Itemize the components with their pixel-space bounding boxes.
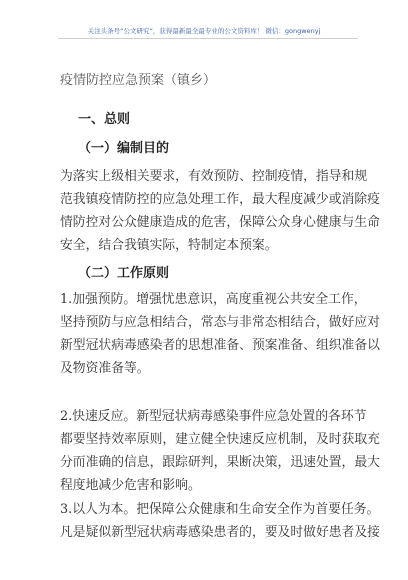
header-divider (58, 38, 358, 39)
paragraph-line: 2.快速反应。新型冠状病毒感染事件应急处置的各环节 (60, 409, 367, 424)
subsection-heading-principles: （二）工作原则 (78, 266, 170, 281)
paragraph-line: 新型冠状病毒感染者的思想准备、预案准备、组织准备以 (60, 338, 380, 353)
purpose-paragraph (60, 165, 380, 257)
paragraph-line: 凡是疑似新型冠状病毒感染患者的，要及时做好患者及接 (60, 525, 380, 540)
paragraph-line: 情防控对公众健康造成的危害，保障公众身心健康与生命 (60, 215, 380, 230)
paragraph-line: 程度地减少危害和影响。 (60, 478, 201, 493)
paragraph-line: 坚持预防与应急相结合，常态与非常态相结合，做好应对 (60, 315, 380, 330)
paragraph-line: 安全，结合我镇实际，特制定本预案。 (60, 238, 278, 253)
section-heading-general: 一、总则 (78, 112, 131, 127)
promo-banner[interactable]: 关注头条号“公文研究”，获得最新最全最专业的公文资料库！ 微信：gongwenyj (87, 27, 321, 35)
subsection-heading-purpose: （一）编制目的 (78, 141, 170, 156)
principle-prevention-paragraph (60, 288, 380, 380)
paragraph-line: 及物资准备等。 (60, 361, 150, 376)
paragraph-line: 为落实上级相关要求，有效预防、控制疫情，指导和规 (60, 169, 368, 184)
paragraph-line: 范我镇疫情防控的应急处理工作，最大程度减少或消除疫 (60, 192, 380, 207)
document-title: 疫情防控应急预案（镇乡） (60, 73, 217, 88)
paragraph-line: 都要坚持效率原则，建立健全快速反应机制，及时获取充 (60, 432, 380, 447)
principle-people-oriented-paragraph (60, 498, 380, 544)
principle-rapid-response-paragraph (60, 405, 380, 497)
paragraph-line: 1.加强预防。增强忧患意识，高度重视公共安全工作， (60, 292, 367, 307)
paragraph-line: 3.以人为本。把保障公众健康和生命安全作为首要任务。 (60, 502, 380, 517)
paragraph-line: 分而准确的信息，跟踪研判，果断决策，迅速处置，最大 (60, 455, 380, 470)
